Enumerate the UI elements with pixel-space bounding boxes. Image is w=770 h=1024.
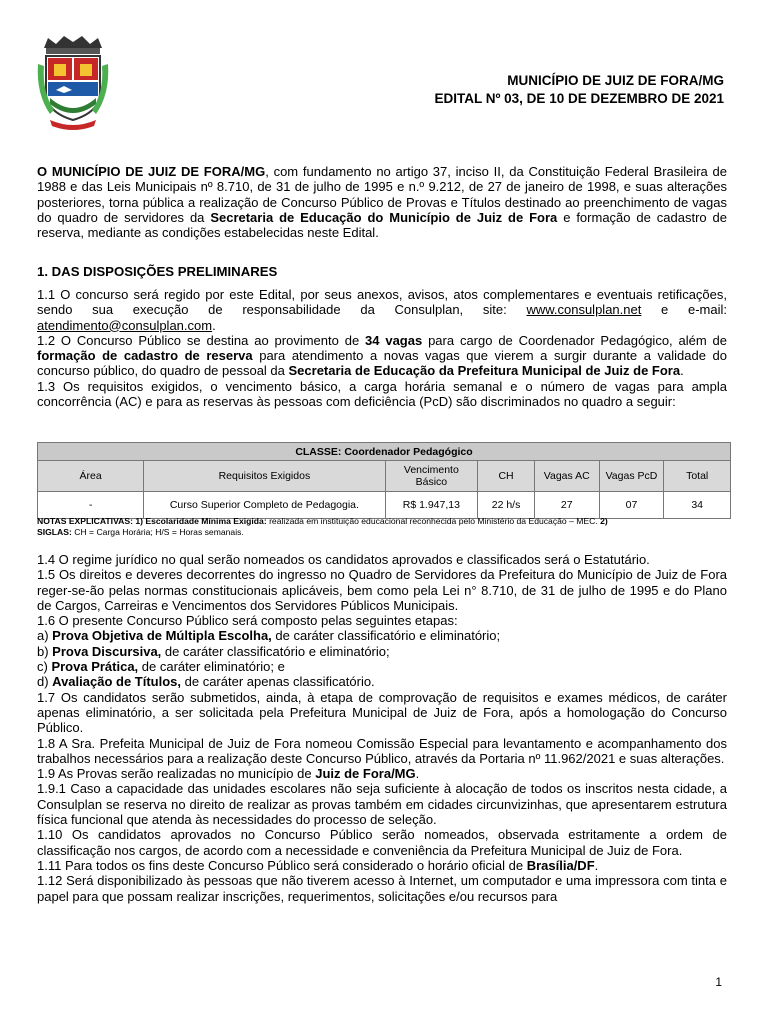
table-cell: 22 h/s bbox=[478, 492, 535, 519]
table-row bbox=[38, 492, 731, 519]
paragraph-1-3: 1.3 Os requisitos exigidos, o vencimento básico, a carga horária semanal e o número de vagas para ampla concorrência (AC) e para as reservas às pessoas com deficiência (PcD) são discriminados no quadro a seguir: bbox=[37, 378, 727, 410]
table-header: Requisitos Exigidos bbox=[144, 461, 385, 492]
list-item: b) Prova Discursiva, de caráter classificatório e eliminatório; bbox=[37, 643, 390, 659]
table-cell: 34 bbox=[664, 492, 731, 519]
paragraph-1-6: 1.6 O presente Concurso Público será composto pelas seguintes etapas: bbox=[37, 613, 458, 629]
section-1-continued bbox=[37, 552, 727, 904]
table-cell: R$ 1.947,13 bbox=[385, 492, 478, 519]
notes-text: realizada em instituição educacional reconhecida pelo Ministério da Educação – MEC. bbox=[266, 516, 601, 526]
paragraph-1-11: 1.11 Para todos os fins deste Concurso Público será considerado o horário oficial de Brasília/DF. bbox=[37, 857, 599, 873]
list-item: a) Prova Objetiva de Múltipla Escolha, de caráter classificatório e eliminatório; bbox=[37, 628, 501, 644]
section-heading: 1. DAS DISPOSIÇÕES PRELIMINARES bbox=[37, 264, 278, 279]
intro-bold-1: Secretaria de Educação do Município de Juiz de Fora bbox=[210, 209, 558, 225]
paragraph-1-9: 1.9 As Provas serão realizadas no município de Juiz de Fora/MG. bbox=[37, 766, 420, 782]
table-header: CH bbox=[478, 461, 535, 492]
siglas-text: CH = Carga Horária; H/S = Horas semanais. bbox=[71, 527, 244, 537]
table-cell: - bbox=[38, 492, 144, 519]
paragraph-1-7: 1.7 Os candidatos serão submetidos, ainda, à etapa de comprovação de requisitos e exames médicos, de caráter apenas eliminatório, a ser solicitada pela Prefeitura Municipal de Juiz de Fora, após a homologação do Concurso Público. bbox=[37, 689, 727, 736]
table-header: Vagas AC bbox=[534, 461, 599, 492]
consulplan-email-link[interactable]: atendimento@consulplan.com bbox=[37, 317, 213, 333]
table-cell: 27 bbox=[534, 492, 599, 519]
siglas-label: SIGLAS: bbox=[37, 527, 72, 537]
list-item: d) Avaliação de Títulos, de caráter apenas classificatório. bbox=[37, 674, 375, 690]
table-header: Vencimento Básico bbox=[385, 461, 478, 492]
municipal-crest-logo bbox=[36, 34, 110, 130]
intro-paragraph bbox=[37, 164, 727, 240]
table-cell: 07 bbox=[599, 492, 664, 519]
notes-item-2: 2) bbox=[600, 516, 608, 526]
document-header bbox=[434, 72, 724, 108]
table-notes bbox=[37, 516, 737, 538]
section-1-paragraphs bbox=[37, 287, 727, 409]
intro-text-2: e formação de cadastro de reserva, mediante as condições estabelecidas neste Edital. bbox=[37, 209, 727, 241]
paragraph-1-1: 1.1 O concurso será regido por este Edital, por seus anexos, avisos, atos complementares e eventuais retificações, sendo sua execução de responsabilidade da Consulplan, site: www.consulplan.net e e-mail: atendimento@consulplan.com. bbox=[37, 287, 728, 333]
paragraph-1-9-1: 1.9.1 Caso a capacidade das unidades escolares não seja suficiente à alocação de todos os inscritos nesta cidade, a Consulplan se reserva no direito de realizar as provas também em cidades circunvizinhas, que apresentarem estrutura física funcional que atenda às necessidades do processo de seleção. bbox=[37, 781, 727, 828]
header-title: MUNICÍPIO DE JUIZ DE FORA/MG bbox=[507, 73, 724, 88]
intro-lead: O MUNICÍPIO DE JUIZ DE FORA/MG bbox=[37, 164, 266, 179]
intro-text-1: , com fundamento no artigo 37, inciso II, da Constituição Federal Brasileira de 1988 e das Leis Municipais nº 8.710, de 31 de julho de 1995 e n.º 9.212, de 27 de janeiro de 1998, e suas alterações posteriores, torna pública a realização de Concurso Público de Provas e Títulos destinado ao preenchimento de vagas do quadro de servidores da bbox=[37, 164, 727, 225]
consulplan-site-link[interactable]: www.consulplan.net bbox=[526, 302, 642, 318]
paragraph-1-12: 1.12 Será disponibilizado às pessoas que não tiverem acesso à Internet, um computador e uma impressora com tinta e papel para que possam realizar inscrições, requerimentos, solicitações e/ou recursos para bbox=[37, 873, 727, 904]
list-item: c) Prova Prática, de caráter eliminatório; e bbox=[37, 659, 285, 675]
notes-label: NOTAS EXPLICATIVAS: 1) Escolaridade Mínima Exigida: bbox=[37, 516, 267, 526]
paragraph-1-5: 1.5 Os direitos e deveres decorrentes do ingresso no Quadro de Servidores da Prefeitura do Município de Juiz de Fora reger-se-ão pelas normas constitucionais aplicáveis, bem como pela Lei n° 8.710, de 31 de julho de 1995 e do Plano de Cargos, Carreiras e Vencimentos dos Servidores Públicos Municipais. bbox=[37, 567, 727, 613]
paragraph-1-2: 1.2 O Concurso Público se destina ao provimento de 34 vagas para cargo de Coordenador Pedagógico, além de formação de cadastro de reserva para atendimento a novas vagas que vierem a surgir durante a validade do concurso público, do quadro de pessoal da Secretaria de Educação da Prefeitura Municipal de Juiz de Fora. bbox=[37, 332, 728, 379]
table-header: Total bbox=[664, 461, 731, 492]
vacancy-table bbox=[37, 442, 731, 519]
paragraph-1-4: 1.4 O regime jurídico no qual serão nomeados os candidatos aprovados e classificados será o Estatutário. bbox=[37, 552, 650, 567]
header-subtitle: EDITAL Nº 03, DE 10 DE DEZEMBRO DE 2021 bbox=[434, 91, 724, 106]
table-cell: Curso Superior Completo de Pedagogia. bbox=[144, 492, 385, 519]
table-header: Vagas PcD bbox=[599, 461, 664, 492]
table-caption: CLASSE: Coordenador Pedagógico bbox=[38, 443, 731, 461]
page-number: 1 bbox=[715, 975, 722, 989]
table-header: Área bbox=[38, 461, 144, 492]
paragraph-1-8: 1.8 A Sra. Prefeita Municipal de Juiz de Fora nomeou Comissão Especial para levantamento e acompanhamento dos trabalhos necessários para a realização deste Concurso Público, através da Portaria nº 11.962/2021 e suas alterações. bbox=[37, 735, 727, 766]
paragraph-1-10: 1.10 Os candidatos aprovados no Concurso Público serão nomeados, observada estritamente a ordem de classificação nos cargos, de acordo com a necessidade e conveniência da Prefeitura Municipal de Juiz de Fora. bbox=[37, 827, 727, 858]
